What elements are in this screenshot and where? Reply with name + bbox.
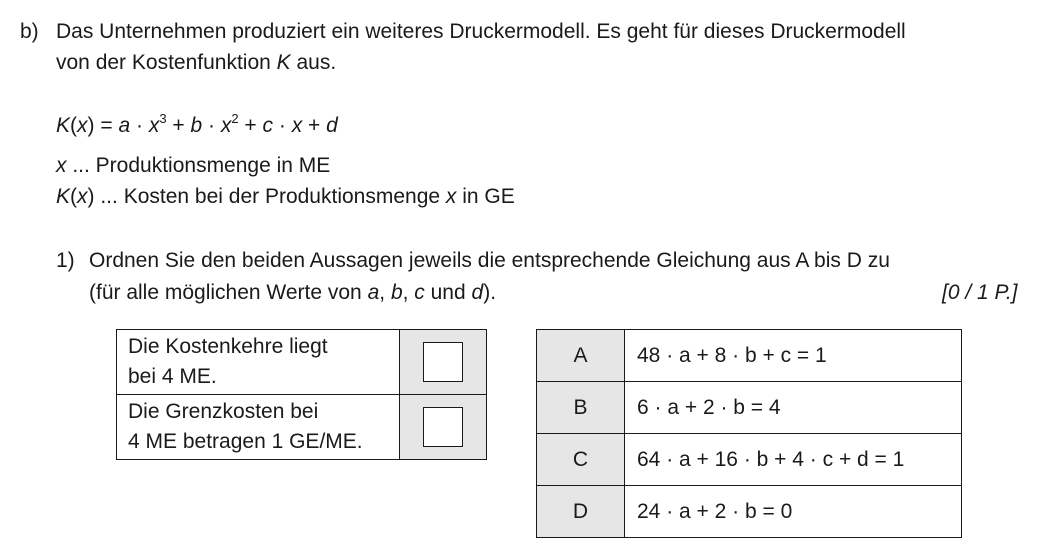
statement-text: Die Kostenkehre liegt bei 4 ME.: [117, 330, 400, 395]
definition-x: x ... Produktionsmenge in ME: [56, 154, 331, 177]
subtask-instruction-line1: Ordnen Sie den beiden Aussagen jeweils die entsprechende Gleichung aus A bis D zu: [89, 249, 890, 272]
answer-cell: [400, 395, 487, 460]
definition-K: K(x) ... Kosten bei der Produktionsmenge x in GE: [56, 185, 515, 208]
option-row: [537, 330, 962, 382]
option-key: D: [537, 486, 625, 538]
answer-box-2[interactable]: [423, 407, 463, 447]
points-label: [0 / 1 P.]: [942, 281, 1018, 304]
option-equation: 64 · a + 16 · b + 4 · c + d = 1: [625, 434, 962, 486]
task-intro-line1: Das Unternehmen produziert ein weiteres Druckermodell. Es geht für dieses Druckermodell: [56, 20, 906, 43]
statements-table: [116, 329, 487, 460]
option-equation: 24 · a + 2 · b = 0: [625, 486, 962, 538]
option-key: C: [537, 434, 625, 486]
options-table: [536, 329, 962, 538]
option-row: [537, 382, 962, 434]
answer-cell: [400, 330, 487, 395]
statement-row: [117, 330, 487, 395]
subtask-label: 1): [56, 249, 75, 272]
subtask-instruction-line2: (für alle möglichen Werte von a, b, c und d).: [89, 281, 497, 304]
task-intro-line2: von der Kostenfunktion K aus.: [56, 51, 337, 74]
option-equation: 6 · a + 2 · b = 4: [625, 382, 962, 434]
answer-box-1[interactable]: [423, 342, 463, 382]
task-label: b): [20, 20, 39, 43]
option-row: [537, 486, 962, 538]
option-equation: 48 · a + 8 · b + c = 1: [625, 330, 962, 382]
statement-row: [117, 395, 487, 460]
option-row: [537, 434, 962, 486]
cost-function-formula: $K(x) = a \cdot x^3 + b \cdot x^2 + c \cdot x + d$: [56, 111, 338, 137]
option-key: B: [537, 382, 625, 434]
option-key: A: [537, 330, 625, 382]
statement-text: Die Grenzkosten bei 4 ME betragen 1 GE/ME.: [117, 395, 400, 460]
